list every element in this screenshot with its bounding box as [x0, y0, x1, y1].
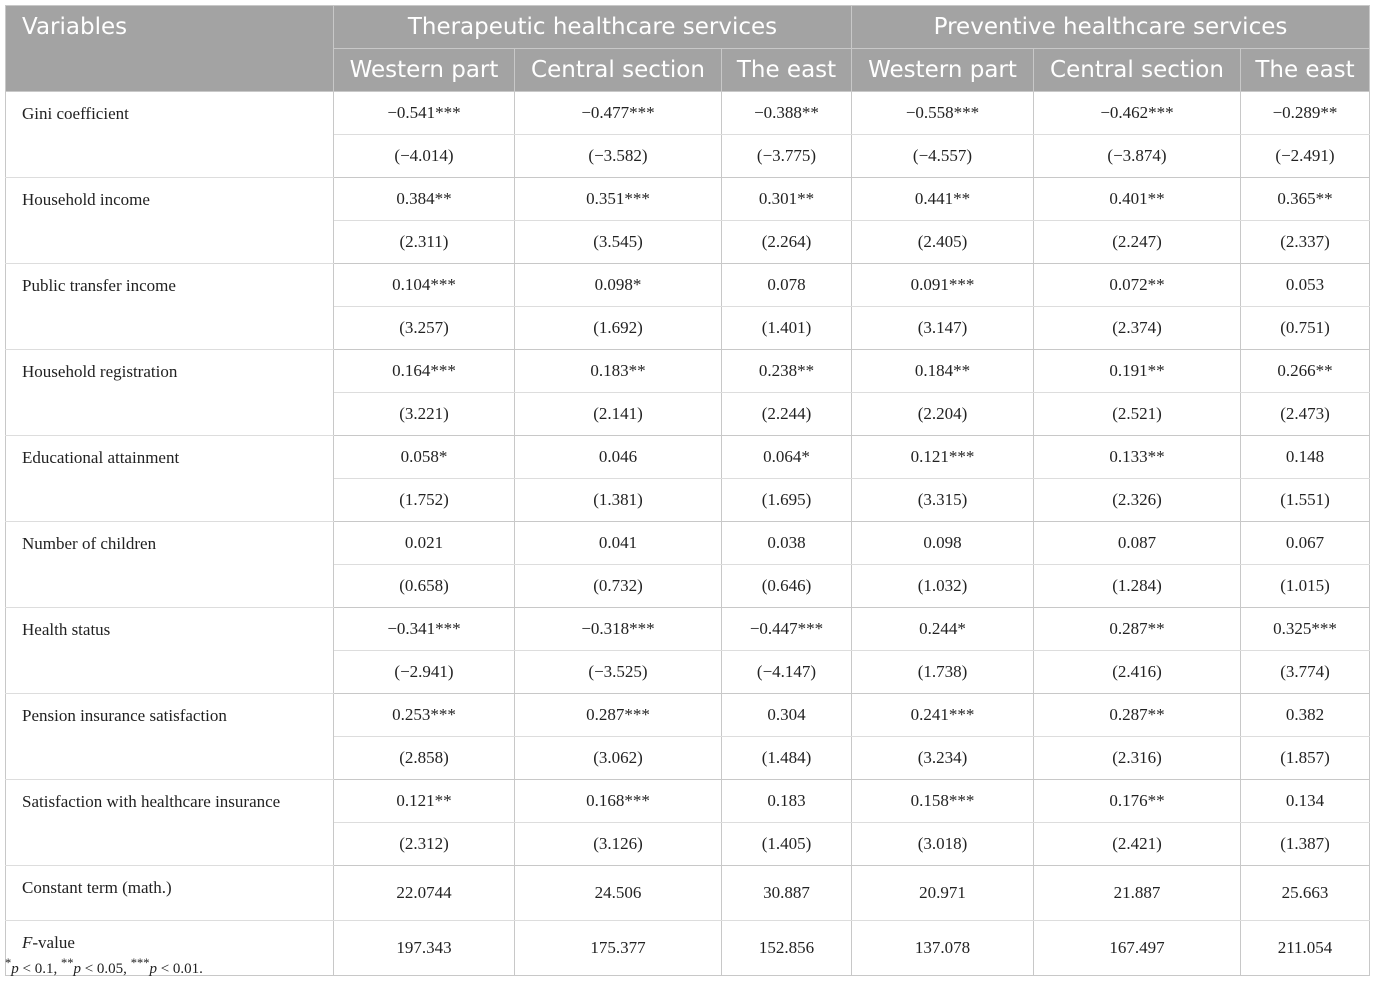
tstat-cell: (2.374)	[1034, 307, 1241, 350]
table-row	[6, 92, 1370, 135]
row-label: Satisfaction with healthcare insurance	[6, 780, 334, 866]
tstat-cell: (1.752)	[334, 479, 515, 522]
table-cell: 137.078	[852, 921, 1034, 976]
tstat-cell: (1.738)	[852, 651, 1034, 694]
coefficient-cell: 0.304	[722, 694, 852, 737]
coefficient-cell: 0.148	[1241, 436, 1370, 479]
tstat-cell: (2.416)	[1034, 651, 1241, 694]
tstat-cell: (3.545)	[515, 221, 722, 264]
footnote-p: p	[11, 961, 19, 977]
header-subcolumn: Western part	[852, 49, 1034, 92]
coefficient-cell: 0.104***	[334, 264, 515, 307]
tstat-cell: (3.774)	[1241, 651, 1370, 694]
table-cell: 24.506	[515, 866, 722, 921]
table-row-fvalue	[6, 921, 1370, 976]
tstat-cell: (−2.941)	[334, 651, 515, 694]
tstat-cell: (0.732)	[515, 565, 722, 608]
tstat-cell: (1.484)	[722, 737, 852, 780]
coefficient-cell: 0.064*	[722, 436, 852, 479]
tstat-cell: (−2.491)	[1241, 135, 1370, 178]
table-cell: 175.377	[515, 921, 722, 976]
row-label: Public transfer income	[6, 264, 334, 350]
f-rest: -value	[32, 933, 75, 952]
footnote-text: < 0.01.	[156, 961, 203, 977]
coefficient-cell: −0.341***	[334, 608, 515, 651]
coefficient-cell: −0.462***	[1034, 92, 1241, 135]
coefficient-cell: −0.318***	[515, 608, 722, 651]
tstat-cell: (1.015)	[1241, 565, 1370, 608]
row-label: Gini coefficient	[6, 92, 334, 178]
coefficient-cell: 0.046	[515, 436, 722, 479]
tstat-cell: (−3.874)	[1034, 135, 1241, 178]
tstat-cell: (1.284)	[1034, 565, 1241, 608]
coefficient-cell: 0.384**	[334, 178, 515, 221]
coefficient-cell: 0.121***	[852, 436, 1034, 479]
coefficient-cell: 0.244*	[852, 608, 1034, 651]
header-subcolumn: Western part	[334, 49, 515, 92]
footnote-p: p	[149, 961, 157, 977]
coefficient-cell: −0.541***	[334, 92, 515, 135]
coefficient-cell: −0.558***	[852, 92, 1034, 135]
coefficient-cell: 0.072**	[1034, 264, 1241, 307]
tstat-cell: (1.857)	[1241, 737, 1370, 780]
table-cell: 30.887	[722, 866, 852, 921]
tstat-cell: (3.234)	[852, 737, 1034, 780]
coefficient-cell: 0.087	[1034, 522, 1241, 565]
coefficient-cell: 0.382	[1241, 694, 1370, 737]
header-subcolumn: Central section	[515, 49, 722, 92]
coefficient-cell: 0.041	[515, 522, 722, 565]
coefficient-cell: −0.447***	[722, 608, 852, 651]
coefficient-cell: 0.191**	[1034, 350, 1241, 393]
tstat-cell: (0.751)	[1241, 307, 1370, 350]
coefficient-cell: 0.133**	[1034, 436, 1241, 479]
tstat-cell: (1.387)	[1241, 823, 1370, 866]
coefficient-cell: 0.164***	[334, 350, 515, 393]
coefficient-cell: 0.183**	[515, 350, 722, 393]
tstat-cell: (2.244)	[722, 393, 852, 436]
coefficient-cell: 0.441**	[852, 178, 1034, 221]
tstat-cell: (3.147)	[852, 307, 1034, 350]
footnote-star: *	[5, 956, 12, 970]
header-group-preventive: Preventive healthcare services	[852, 6, 1370, 49]
table-row	[6, 694, 1370, 737]
coefficient-cell: −0.388**	[722, 92, 852, 135]
row-label: Health status	[6, 608, 334, 694]
table-row	[6, 522, 1370, 565]
table-row	[6, 780, 1370, 823]
tstat-cell: (2.204)	[852, 393, 1034, 436]
tstat-cell: (3.221)	[334, 393, 515, 436]
coefficient-cell: 0.183	[722, 780, 852, 823]
coefficient-cell: 0.287**	[1034, 608, 1241, 651]
coefficient-cell: 0.121**	[334, 780, 515, 823]
table-cell: 197.343	[334, 921, 515, 976]
table-cell: 167.497	[1034, 921, 1241, 976]
coefficient-cell: 0.134	[1241, 780, 1370, 823]
tstat-cell: (2.421)	[1034, 823, 1241, 866]
tstat-cell: (3.315)	[852, 479, 1034, 522]
coefficient-cell: 0.325***	[1241, 608, 1370, 651]
tstat-cell: (3.018)	[852, 823, 1034, 866]
header-row-groups	[6, 6, 1370, 49]
coefficient-cell: 0.058*	[334, 436, 515, 479]
tstat-cell: (1.032)	[852, 565, 1034, 608]
tstat-cell: (2.311)	[334, 221, 515, 264]
coefficient-cell: 0.091***	[852, 264, 1034, 307]
table-cell: 21.887	[1034, 866, 1241, 921]
tstat-cell: (2.141)	[515, 393, 722, 436]
tstat-cell: (−3.525)	[515, 651, 722, 694]
coefficient-cell: 0.287**	[1034, 694, 1241, 737]
coefficient-cell: 0.253***	[334, 694, 515, 737]
tstat-cell: (1.381)	[515, 479, 722, 522]
header-subcolumn: Central section	[1034, 49, 1241, 92]
coefficient-cell: 0.067	[1241, 522, 1370, 565]
tstat-cell: (−4.014)	[334, 135, 515, 178]
coefficient-cell: 0.266**	[1241, 350, 1370, 393]
row-label: Household registration	[6, 350, 334, 436]
tstat-cell: (2.337)	[1241, 221, 1370, 264]
footnote-text: < 0.05,	[80, 961, 131, 977]
coefficient-cell: −0.477***	[515, 92, 722, 135]
regression-table	[5, 5, 1370, 976]
coefficient-cell: 0.098*	[515, 264, 722, 307]
header-subcolumn: The east	[1241, 49, 1370, 92]
coefficient-cell: 0.301**	[722, 178, 852, 221]
coefficient-cell: 0.053	[1241, 264, 1370, 307]
f-italic: F	[22, 933, 33, 952]
table-row	[6, 608, 1370, 651]
row-label: Household income	[6, 178, 334, 264]
tstat-cell: (3.126)	[515, 823, 722, 866]
table-cell: 25.663	[1241, 866, 1370, 921]
coefficient-cell: 0.365**	[1241, 178, 1370, 221]
footnote-star: ***	[130, 956, 150, 970]
table-cell: 22.0744	[334, 866, 515, 921]
table-footnote	[5, 956, 203, 978]
tstat-cell: (3.257)	[334, 307, 515, 350]
tstat-cell: (2.858)	[334, 737, 515, 780]
tstat-cell: (−4.557)	[852, 135, 1034, 178]
coefficient-cell: 0.021	[334, 522, 515, 565]
tstat-cell: (1.551)	[1241, 479, 1370, 522]
coefficient-cell: 0.401**	[1034, 178, 1241, 221]
coefficient-cell: −0.289**	[1241, 92, 1370, 135]
coefficient-cell: 0.038	[722, 522, 852, 565]
tstat-cell: (−4.147)	[722, 651, 852, 694]
table-row-constant	[6, 866, 1370, 921]
table-cell: 152.856	[722, 921, 852, 976]
table-row	[6, 436, 1370, 479]
coefficient-cell: 0.241***	[852, 694, 1034, 737]
table-cell: 20.971	[852, 866, 1034, 921]
tstat-cell: (−3.775)	[722, 135, 852, 178]
tstat-cell: (2.247)	[1034, 221, 1241, 264]
coefficient-cell: 0.176**	[1034, 780, 1241, 823]
tstat-cell: (1.405)	[722, 823, 852, 866]
coefficient-cell: 0.238**	[722, 350, 852, 393]
table-row	[6, 264, 1370, 307]
coefficient-cell: 0.287***	[515, 694, 722, 737]
coefficient-cell: 0.351***	[515, 178, 722, 221]
tstat-cell: (2.473)	[1241, 393, 1370, 436]
row-label: Number of children	[6, 522, 334, 608]
footnote-text: < 0.1,	[18, 961, 61, 977]
tstat-cell: (2.405)	[852, 221, 1034, 264]
coefficient-cell: 0.158***	[852, 780, 1034, 823]
tstat-cell: (1.401)	[722, 307, 852, 350]
tstat-cell: (0.646)	[722, 565, 852, 608]
coefficient-cell: 0.184**	[852, 350, 1034, 393]
tstat-cell: (2.326)	[1034, 479, 1241, 522]
tstat-cell: (0.658)	[334, 565, 515, 608]
tstat-cell: (1.695)	[722, 479, 852, 522]
table-row	[6, 350, 1370, 393]
tstat-cell: (2.316)	[1034, 737, 1241, 780]
footnote-p: p	[73, 961, 81, 977]
tstat-cell: (2.312)	[334, 823, 515, 866]
header-variables: Variables	[6, 6, 334, 92]
tstat-cell: (2.521)	[1034, 393, 1241, 436]
footnote-star: **	[60, 956, 74, 970]
coefficient-cell: 0.168***	[515, 780, 722, 823]
row-label: Pension insurance satisfaction	[6, 694, 334, 780]
header-subcolumn: The east	[722, 49, 852, 92]
table-cell: 211.054	[1241, 921, 1370, 976]
tstat-cell: (3.062)	[515, 737, 722, 780]
table-body	[6, 92, 1370, 976]
row-label: Educational attainment	[6, 436, 334, 522]
coefficient-cell: 0.098	[852, 522, 1034, 565]
tstat-cell: (2.264)	[722, 221, 852, 264]
coefficient-cell: 0.078	[722, 264, 852, 307]
tstat-cell: (1.692)	[515, 307, 722, 350]
row-label: Constant term (math.)	[6, 866, 334, 921]
table-row	[6, 178, 1370, 221]
tstat-cell: (−3.582)	[515, 135, 722, 178]
header-group-therapeutic: Therapeutic healthcare services	[334, 6, 852, 49]
